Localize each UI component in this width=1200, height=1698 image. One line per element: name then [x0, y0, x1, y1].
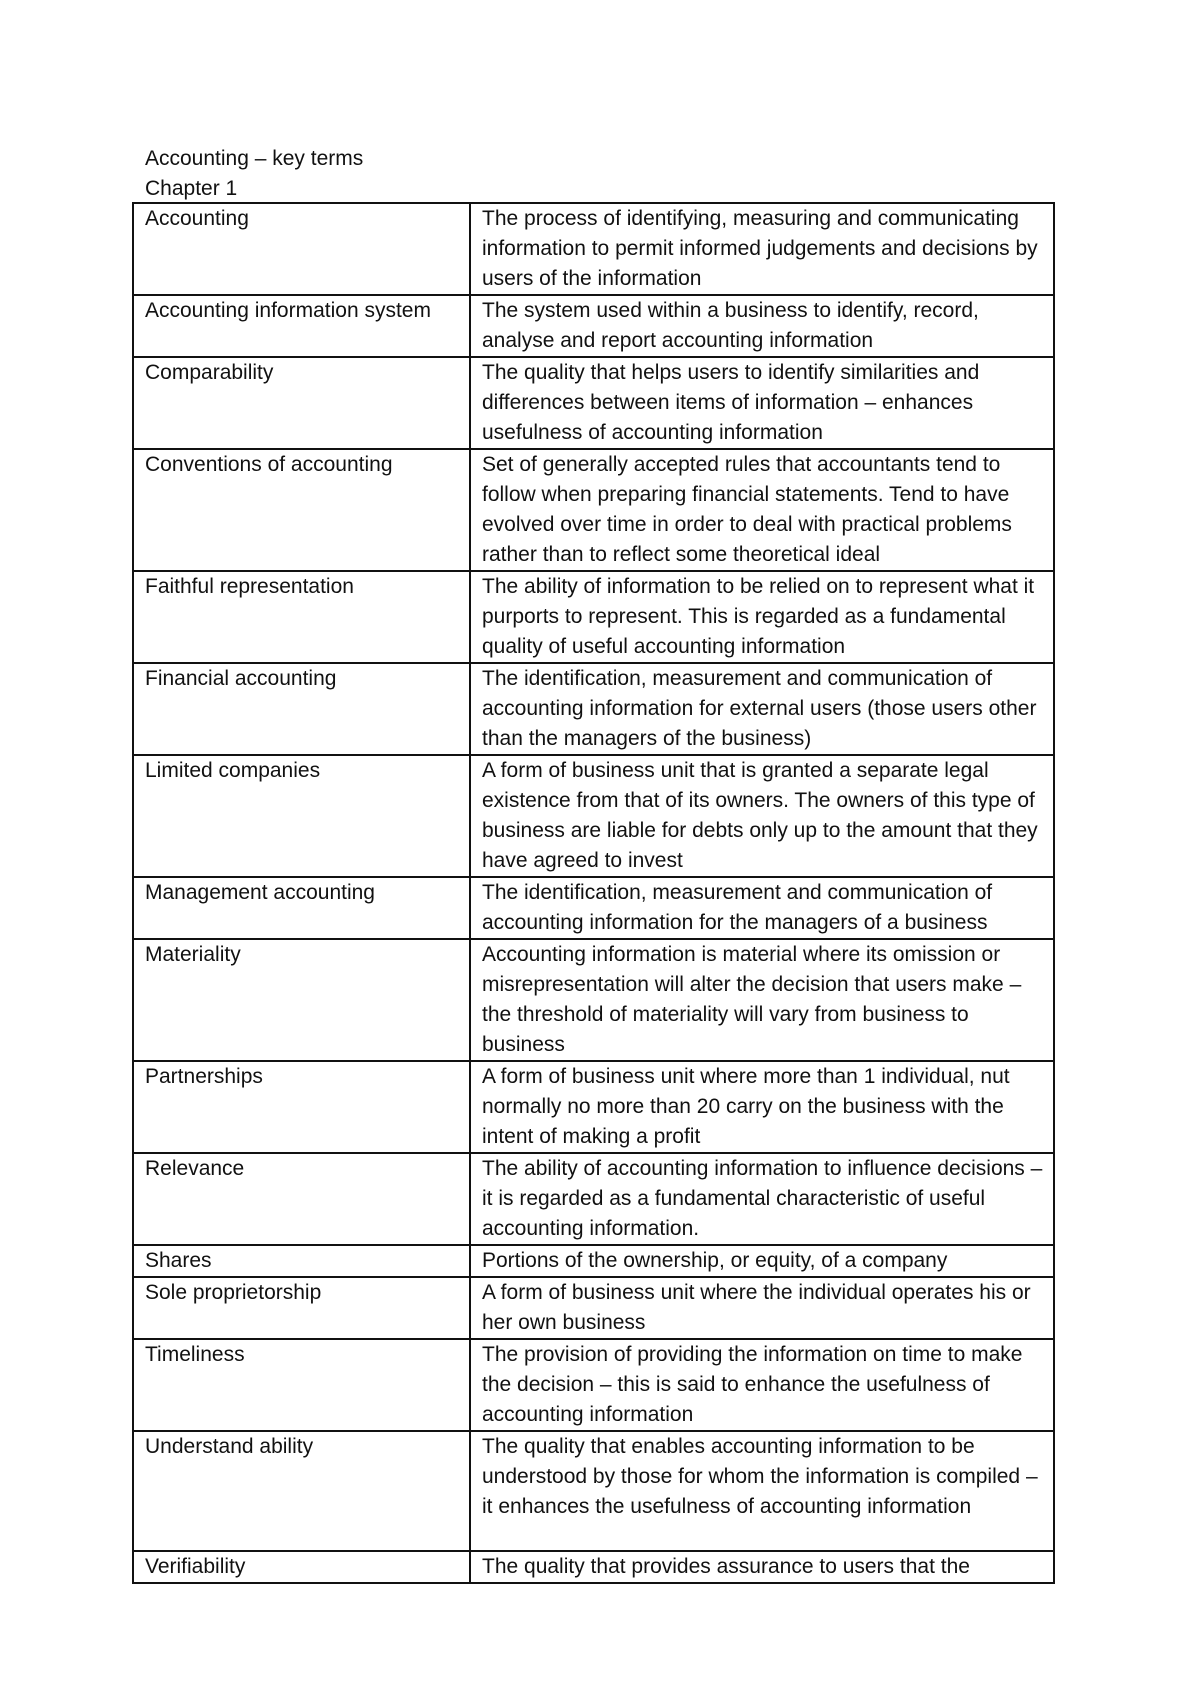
- definition-cell: The identification, measurement and communication of accounting information for the managers of a business: [470, 877, 1054, 939]
- table-row: [133, 357, 1054, 449]
- definition-cell: A form of business unit where the individual operates his or her own business: [470, 1277, 1054, 1339]
- definition-cell: The quality that provides assurance to users that the: [470, 1551, 1054, 1583]
- definition-cell: Accounting information is material where its omission or misrepresentation will alter the decision that users make – the threshold of materiality will vary from business to business: [470, 939, 1054, 1061]
- table-row: [133, 1431, 1054, 1551]
- definition-cell: The process of identifying, measuring and communicating information to permit informed judgements and decisions by users of the information: [470, 203, 1054, 295]
- term-cell: Shares: [133, 1245, 470, 1277]
- table-row: [133, 877, 1054, 939]
- table-row: [133, 571, 1054, 663]
- term-cell: Partnerships: [133, 1061, 470, 1153]
- term-cell: Verifiability: [133, 1551, 470, 1583]
- definition-cell: The system used within a business to identify, record, analyse and report accounting information: [470, 295, 1054, 357]
- definition-cell: Portions of the ownership, or equity, of a company: [470, 1245, 1054, 1277]
- table-row: [133, 939, 1054, 1061]
- term-cell: Relevance: [133, 1153, 470, 1245]
- term-cell: Accounting: [133, 203, 470, 295]
- term-cell: Materiality: [133, 939, 470, 1061]
- table-row: [133, 449, 1054, 571]
- term-cell: Faithful representation: [133, 571, 470, 663]
- table-row: [133, 295, 1054, 357]
- key-terms-table: [132, 202, 1055, 1584]
- document-title: Accounting – key terms: [145, 147, 364, 170]
- term-cell: Sole proprietorship: [133, 1277, 470, 1339]
- term-cell: Understand ability: [133, 1431, 470, 1551]
- definition-cell: The identification, measurement and communication of accounting information for external users (those users other than the managers of the business): [470, 663, 1054, 755]
- definition-cell: A form of business unit that is granted a separate legal existence from that of its owners. The owners of this type of business are liable for debts only up to the amount that they have agreed to invest: [470, 755, 1054, 877]
- definition-cell: The ability of accounting information to influence decisions – it is regarded as a fundamental characteristic of useful accounting information.: [470, 1153, 1054, 1245]
- term-cell: Limited companies: [133, 755, 470, 877]
- table-row: [133, 755, 1054, 877]
- chapter-heading: Chapter 1: [145, 177, 238, 200]
- term-cell: Accounting information system: [133, 295, 470, 357]
- table-row: [133, 1277, 1054, 1339]
- table-row: [133, 663, 1054, 755]
- term-cell: Conventions of accounting: [133, 449, 470, 571]
- term-cell: Comparability: [133, 357, 470, 449]
- term-cell: Management accounting: [133, 877, 470, 939]
- table-row: [133, 1339, 1054, 1431]
- definition-cell: The quality that helps users to identify similarities and differences between items of information – enhances usefulness of accounting information: [470, 357, 1054, 449]
- table-row: [133, 203, 1054, 295]
- table-row: [133, 1551, 1054, 1583]
- definition-cell: The provision of providing the information on time to make the decision – this is said to enhance the usefulness of accounting information: [470, 1339, 1054, 1431]
- table-row: [133, 1061, 1054, 1153]
- definition-cell: The ability of information to be relied on to represent what it purports to represent. This is regarded as a fundamental quality of useful accounting information: [470, 571, 1054, 663]
- term-cell: Financial accounting: [133, 663, 470, 755]
- definition-cell: A form of business unit where more than 1 individual, nut normally no more than 20 carry on the business with the intent of making a profit: [470, 1061, 1054, 1153]
- definition-cell: Set of generally accepted rules that accountants tend to follow when preparing financial statements. Tend to have evolved over time in order to deal with practical problems rather than to reflect some theoretical ideal: [470, 449, 1054, 571]
- table-row: [133, 1245, 1054, 1277]
- term-cell: Timeliness: [133, 1339, 470, 1431]
- definition-cell: The quality that enables accounting information to be understood by those for whom the information is compiled – it enhances the usefulness of accounting information: [470, 1431, 1054, 1551]
- table-row: [133, 1153, 1054, 1245]
